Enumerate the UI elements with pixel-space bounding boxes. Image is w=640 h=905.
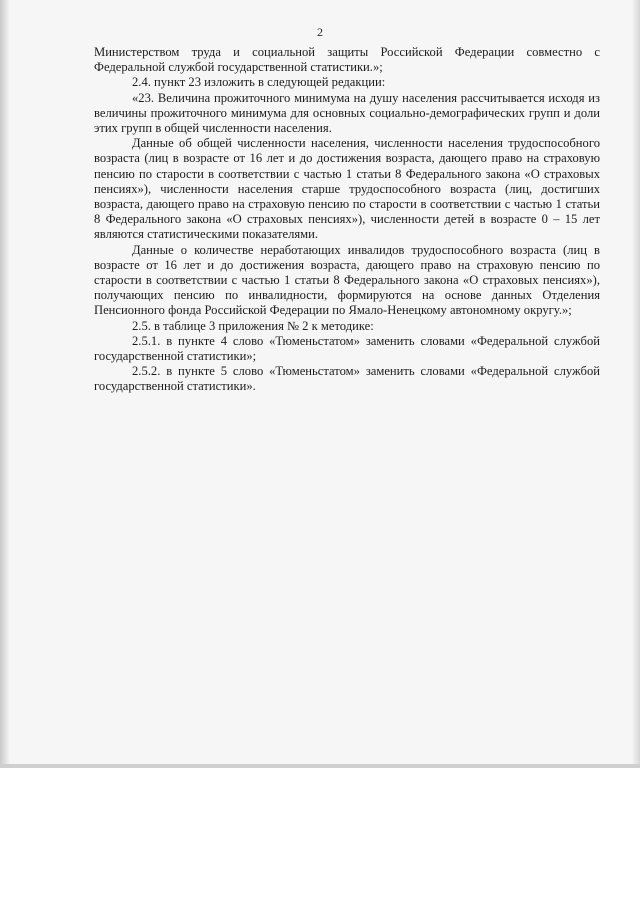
scan-edge-bottom	[0, 764, 640, 768]
scan-shadow-left	[0, 0, 10, 768]
paragraph-item-2-5: 2.5. в таблице 3 приложения № 2 к методике:	[132, 318, 374, 333]
page-number: 2	[317, 25, 323, 39]
document-body	[94, 45, 600, 395]
paragraph-item-2-4: 2.4. пункт 23 изложить в следующей редакции:	[132, 75, 386, 90]
paragraph-item-2-5-1: 2.5.1. в пункте 4 слово «Тюменьстатом» заменить словами «Федеральной службой государственной статистики»;	[94, 333, 600, 364]
paragraph-disabled-data: Данные о количестве неработающих инвалидов трудоспособного возраста (лиц в возрасте от 16 лет и до достижения возраста, дающего право на страховую пенсию по старости в соответствии с частью 1 статьи 8 Федерального закона «О страховых пенсиях»), получающих пенсию по инвалидности, формируются на основе данных Отделения Пенсионного фонда Российской Федерации по Ямало-Ненецкому автономному округу.»;	[94, 242, 600, 318]
paragraph-item-2-5-2: 2.5.2. в пункте 5 слово «Тюменьстатом» заменить словами «Федеральной службой государственной статистики».	[94, 364, 600, 394]
paragraph-item-23: «23. Величина прожиточного минимума на душу населения рассчитывается исходя из величины прожиточного минимума для основных социально-демографических групп и доли этих групп в общей численности населения.	[94, 90, 600, 136]
paragraph-continuation: Министерством труда и социальной защиты Российской Федерации совместно с Федеральной службой государственной статистики.»;	[94, 45, 600, 75]
scan-shadow-right	[632, 0, 640, 768]
paragraph-population-data: Данные об общей численности населения, численности населения трудоспособного возраста (лиц в возрасте от 16 лет и до достижения возраста, дающего право на страховую пенсию по старости в соответствии с частью 1 статьи 8 Федерального закона «О страховых пенсиях»), численности населения старше трудоспособного возраста (лиц, достигших возраста, дающего право на страховую пенсию по старости в соответствии с частью 1 статьи 8 Федерального закона «О страховых пенсиях»), численности детей в возрасте 0 – 15 лет являются статистическими показателями.	[94, 136, 600, 242]
